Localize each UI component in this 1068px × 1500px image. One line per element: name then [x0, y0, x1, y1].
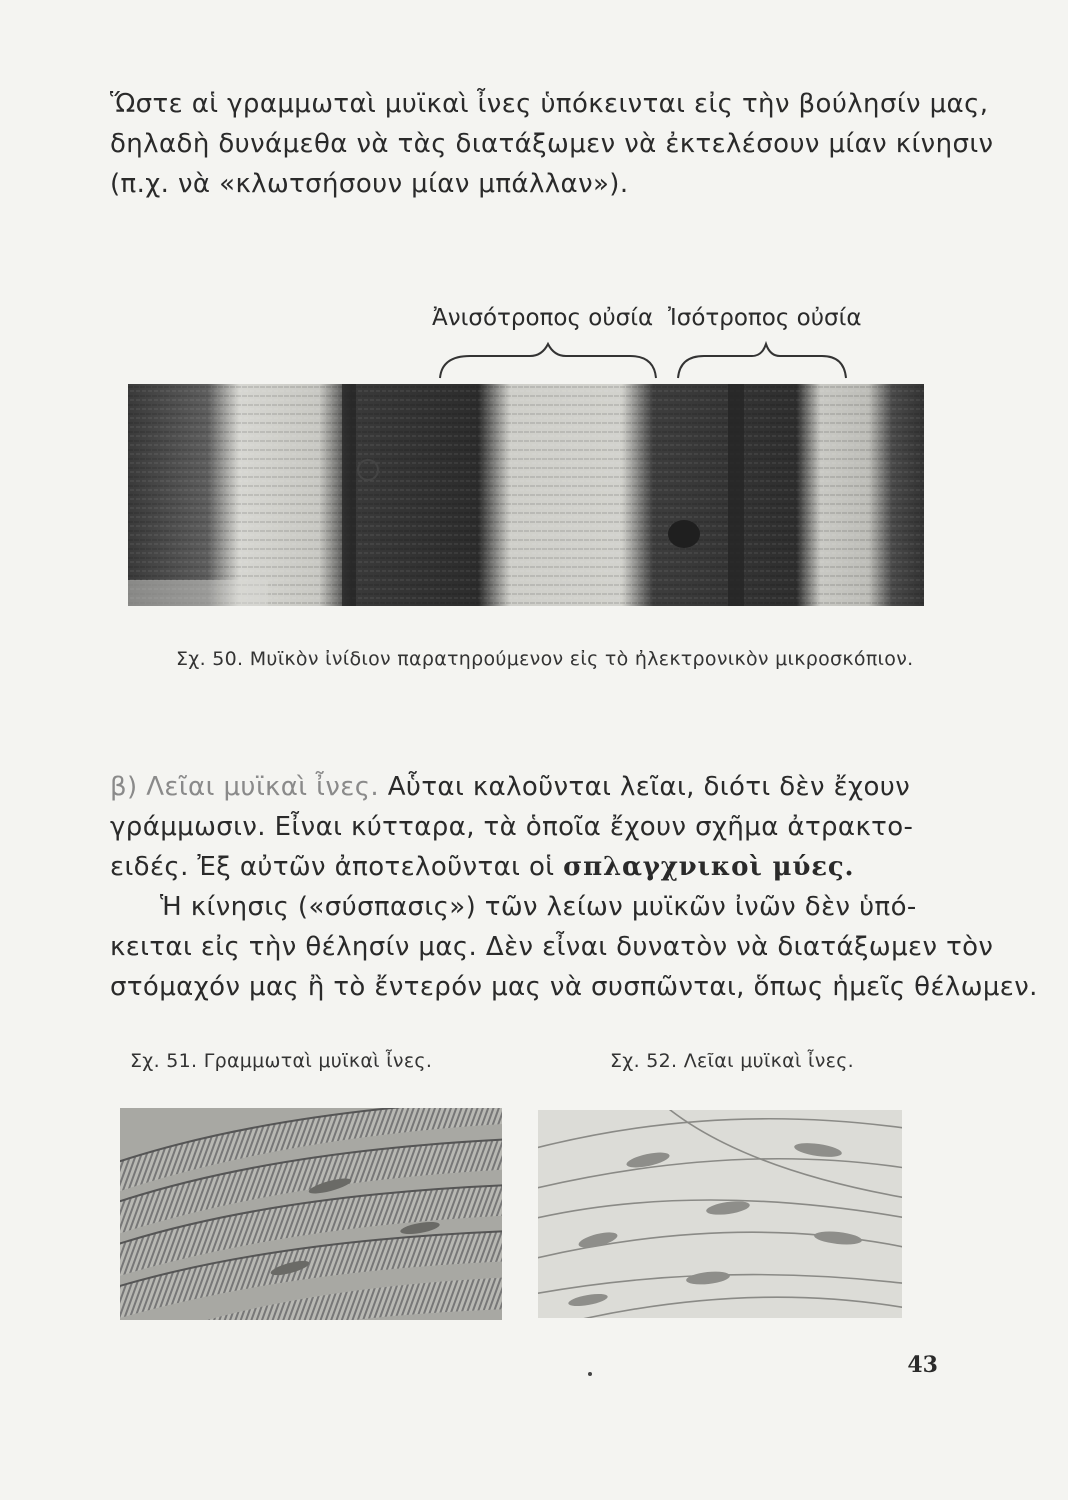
figure-52-caption: Σχ. 52. Λεῖαι μυϊκαὶ ἶνες.: [610, 1050, 855, 1072]
intro-line-1: Ὥστε αἱ γραμμωταὶ μυϊκαὶ ἶνες ὑπόκεινται εἰς τὴν βούλησίν μας,: [110, 89, 989, 119]
section-line-6: στόμαχόν μας ἢ τὸ ἔντερόν μας νὰ συσπῶνται, ὅπως ἡμεῖς θέλωμεν.: [110, 972, 1038, 1002]
figure-51-caption: Σχ. 51. Γραμμωταὶ μυϊκαὶ ἶνες.: [130, 1050, 433, 1072]
intro-line-2: δηλαδὴ δυνάμεθα νὰ τὰς διατάξωμεν νὰ ἐκτελέσουν μίαν κίνησιν: [110, 129, 994, 159]
section-line-1: [110, 767, 950, 807]
myofibril-micrograph: [128, 384, 924, 606]
visceral-muscles-term: σπλαγχνικοὶ μύες.: [563, 852, 855, 882]
label-anisotropic: Ἀνισότροπος οὐσία: [432, 305, 654, 331]
striated-muscle-illustration: [120, 1108, 502, 1320]
label-braces: [430, 338, 870, 382]
page-number: 43: [907, 1352, 938, 1378]
section-heading: β) Λεῖαι μυϊκαὶ ἶνες.: [110, 772, 380, 802]
section-line-3-text: ειδές. Ἐξ αὐτῶν ἀποτελοῦνται οἱ: [110, 852, 555, 882]
section-line-1-text: Αὗται καλοῦνται λεῖαι, διότι δὲν ἔχουν: [387, 772, 911, 802]
section-line-4: Ἡ κίνησις («σύσπασις») τῶν λείων μυϊκῶν ἰνῶν δὲν ὑπό-: [160, 892, 917, 922]
section-paragraph: [110, 767, 1038, 1007]
smooth-muscle-illustration: [538, 1110, 902, 1318]
intro-line-3: (π.χ. νὰ «κλωτσήσουν μίαν μπάλλαν»).: [110, 169, 629, 199]
section-line-3: [110, 847, 950, 887]
intro-paragraph: [110, 84, 994, 204]
section-line-2: γράμμωσιν. Εἶναι κύτταρα, τὰ ὁποῖα ἔχουν σχῆμα ἀτρακτο-: [110, 812, 914, 842]
figure-50-caption: Σχ. 50. Μυϊκὸν ἰνίδιον παρατηρούμενον εἰς τὸ ἠλεκτρονικὸν μικροσκόπιον.: [176, 648, 914, 670]
label-isotropic: Ἰσότροπος οὐσία: [668, 305, 862, 331]
section-line-5: κειται εἰς τὴν θέλησίν μας. Δὲν εἶναι δυνατὸν νὰ διατάξωμεν τὸν: [110, 932, 994, 962]
page-dot: [588, 1372, 592, 1376]
